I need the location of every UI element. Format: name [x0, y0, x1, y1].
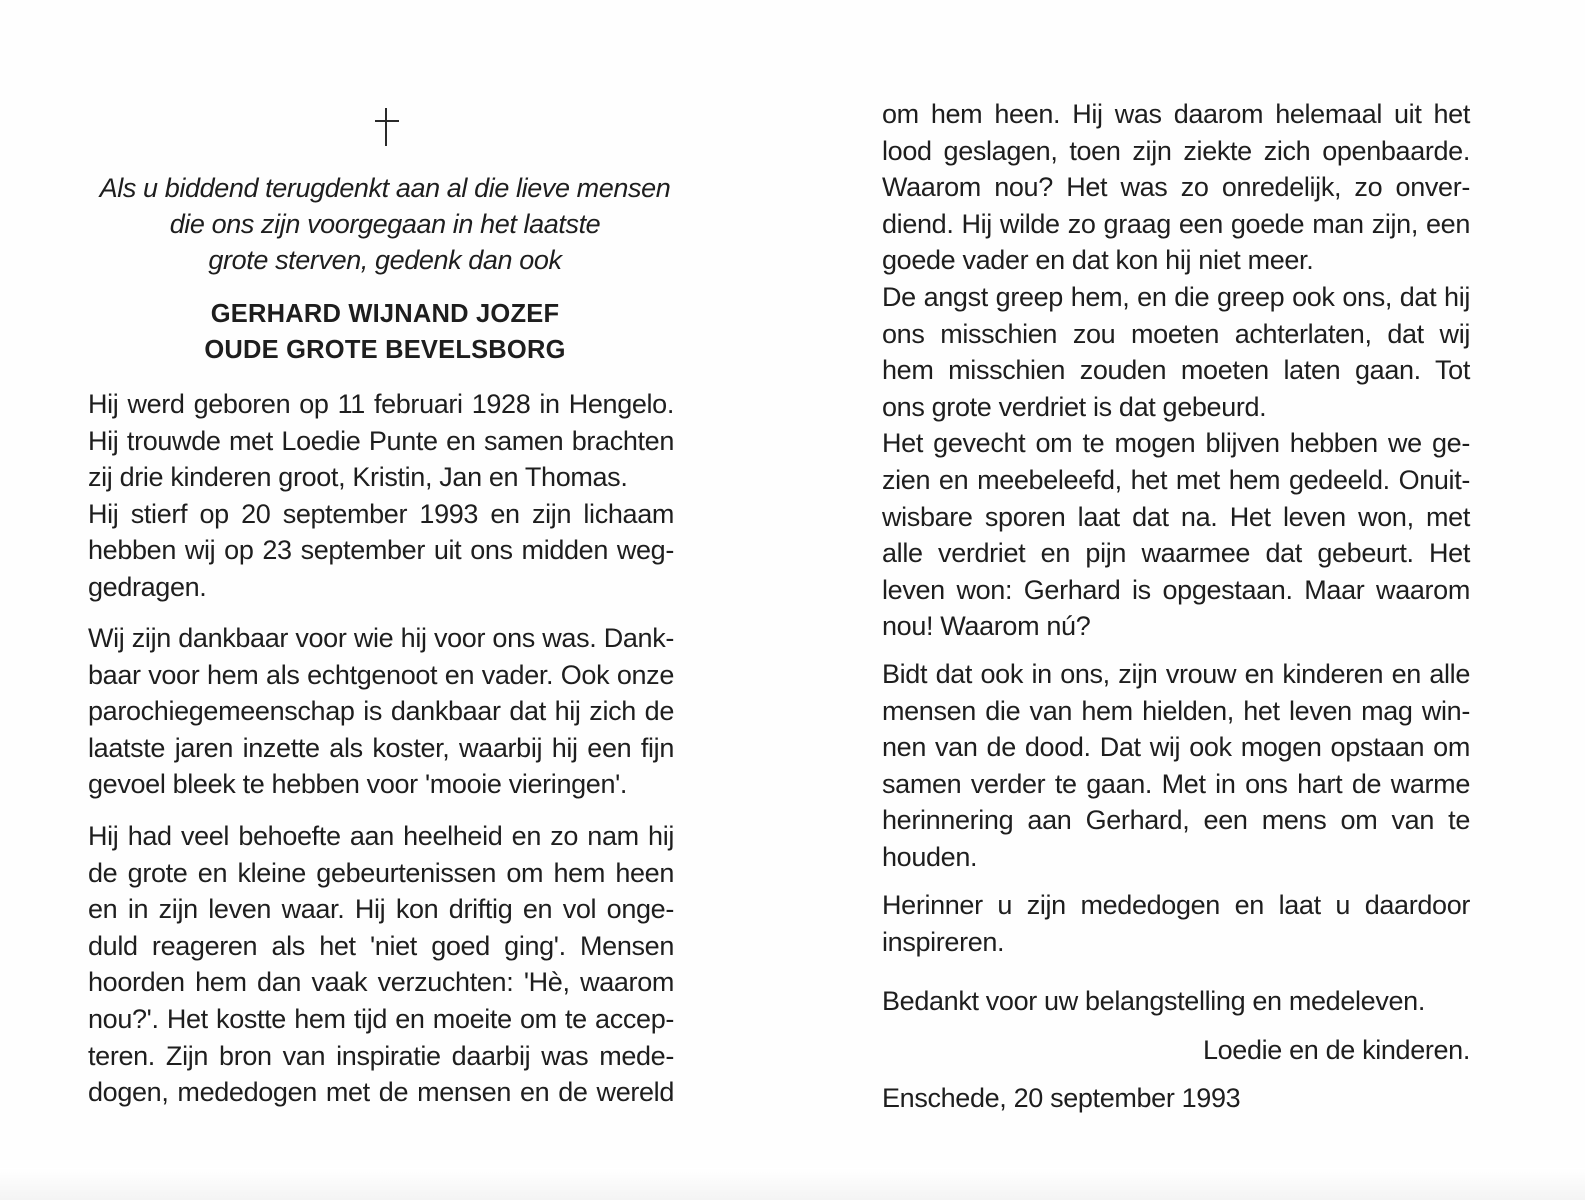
text-line: Bidt dat ook in ons, zijn vrouw en kinderen en alle	[882, 659, 1470, 689]
intro-line: die ons zijn voorgegaan in het laatste	[169, 209, 601, 239]
text-line: nou! Waarom nú?	[882, 611, 1091, 642]
text-line: hebben wij op 23 september uit ons midden weg-	[88, 535, 674, 566]
text-line: baar voor hem als echtgenoot en vader. Ook onze	[88, 659, 674, 690]
text-line: leven won: Gerhard is opgestaan. Maar waarom	[882, 574, 1470, 605]
text-line: parochiegemeenschap is dankbaar dat hij zich de	[88, 696, 674, 727]
text-line: Hij trouwde met Loedie Punte en samen brachten	[88, 425, 674, 456]
name-line: OUDE GROTE BEVELSBORG	[204, 336, 566, 364]
deceased-name	[88, 296, 682, 368]
text-line: Bedankt voor uw belangstelling en medeleven.	[882, 986, 1425, 1016]
text-line: Het gevecht om te mogen blijven hebben we ge-	[882, 428, 1470, 459]
text-line: lood geslagen, toen zijn ziekte zich openbaarde.	[882, 135, 1470, 166]
text-line: wisbare sporen laat dat na. Het leven won, met	[882, 501, 1470, 532]
text-line: herinnering aan Gerhard, een mens om van te	[882, 805, 1470, 836]
text-line: alle verdriet en pijn waarmee dat gebeurt. Het	[882, 538, 1470, 569]
text-line: Waarom nou? Het was zo onredelijk, zo onver-	[882, 172, 1470, 203]
left-paragraph-2	[88, 620, 674, 803]
text-line: Wij zijn dankbaar voor wie hij voor ons was. Dank-	[88, 623, 674, 653]
text-line: samen verder te gaan. Met in ons hart de warme	[882, 768, 1470, 799]
text-line: om hem heen. Hij was daarom helemaal uit het	[882, 99, 1470, 129]
text-line: Hij stierf op 20 september 1993 en zijn lichaam	[88, 498, 674, 529]
text-line: Herinner u zijn mededogen en laat u daardoor	[882, 890, 1470, 920]
text-line: nou?'. Het kostte hem tijd en moeite om te accep-	[88, 1003, 674, 1034]
text-line: en in zijn leven waar. Hij kon driftig en vol onge-	[88, 894, 674, 925]
text-line: hoorden hem dan vaak verzuchten: 'Hè, waarom	[88, 967, 674, 998]
text-line: dogen, mededogen met de mensen en de wereld	[88, 1077, 674, 1108]
text-line: de grote en kleine gebeurtenissen om hem heen	[88, 857, 674, 888]
text-line: nen van de dood. Dat wij ook mogen opstaan om	[882, 732, 1470, 763]
place-date: Enschede, 20 september 1993	[882, 1083, 1241, 1113]
cross-icon	[375, 108, 399, 148]
text-line: ons misschien zou moeten achterlaten, dat wij	[882, 318, 1470, 349]
text-line: gevoel bleek te hebben voor 'mooie vieringen'.	[88, 769, 628, 800]
name-line: GERHARD WIJNAND JOZEF	[210, 300, 560, 328]
text-line: gedragen.	[88, 571, 207, 602]
intro-line: grote sterven, gedenk dan ook	[208, 245, 562, 275]
left-paragraph-3	[88, 818, 674, 1111]
text-line: houden.	[882, 841, 978, 872]
right-paragraph-2	[882, 656, 1470, 876]
text-line: Hij werd geboren op 11 februari 1928 in Hengelo.	[88, 389, 674, 419]
text-line: goede vader en dat kon hij niet meer.	[882, 245, 1314, 276]
right-paragraph-3	[882, 887, 1470, 960]
text-line: hem misschien zouden moeten laten gaan. Tot	[882, 355, 1470, 386]
left-paragraph-1	[88, 386, 674, 606]
text-line: diend. Hij wilde zo graag een goede man zijn, een	[882, 208, 1470, 239]
text-line: zij drie kinderen groot, Kristin, Jan en Thomas.	[88, 462, 628, 493]
right-paragraph-1	[882, 96, 1470, 645]
text-line: zien en meebeleefd, het met hem gedeeld. Onuit-	[882, 464, 1470, 495]
intro-prayer	[88, 170, 682, 278]
intro-line: Als u biddend terugdenkt aan al die lieve mensen	[99, 173, 671, 203]
right-paragraph-4	[882, 983, 1470, 1020]
text-line: teren. Zijn bron van inspiratie daarbij was mede-	[88, 1040, 674, 1071]
text-line: mensen die van hem hielden, het leven mag win-	[882, 695, 1470, 726]
text-line: duld reageren als het 'niet goed ging'. Mensen	[88, 930, 674, 961]
text-line: inspireren.	[882, 926, 1005, 957]
text-line: De angst greep hem, en die greep ook ons, dat hij	[882, 281, 1470, 312]
text-line: Hij had veel behoefte aan heelheid en zo nam hij	[88, 821, 674, 851]
signature: Loedie en de kinderen.	[1202, 1035, 1470, 1065]
scan-edge	[0, 1168, 1585, 1200]
text-line: laatste jaren inzette als koster, waarbij hij een fijn	[88, 732, 674, 763]
text-line: ons grote verdriet is dat gebeurd.	[882, 391, 1267, 422]
